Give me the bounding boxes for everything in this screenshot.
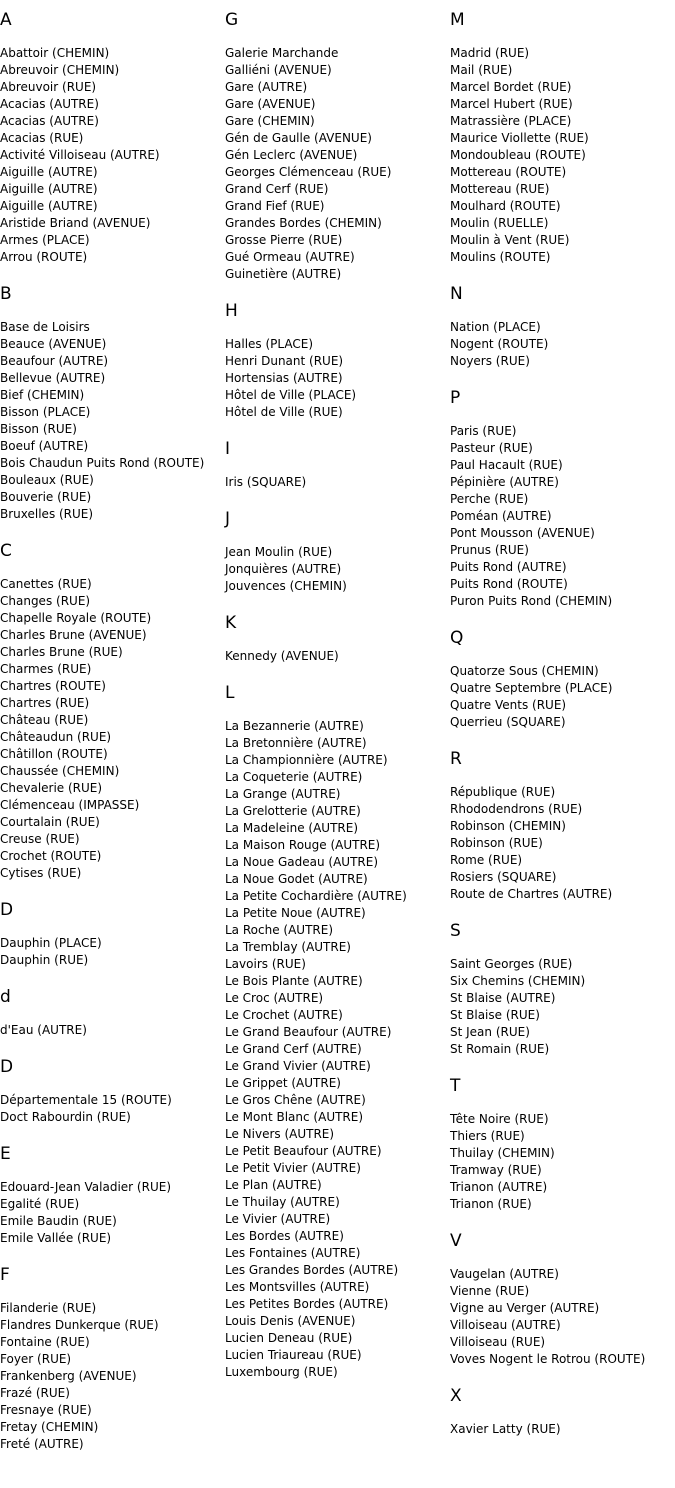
street-item: La Noue Godet (AUTRE) bbox=[225, 872, 368, 886]
street-item: Le Thuilay (AUTRE) bbox=[225, 1195, 340, 1209]
street-list bbox=[0, 1179, 224, 1247]
street-item: Rome (RUE) bbox=[450, 853, 523, 867]
street-list bbox=[225, 648, 449, 665]
street-item: Châteaudun (RUE) bbox=[0, 730, 112, 744]
street-item: Freté (AUTRE) bbox=[0, 1437, 84, 1451]
section-letter-heading: L bbox=[225, 683, 235, 703]
street-item: Gué Ormeau (AUTRE) bbox=[225, 250, 355, 264]
street-item: Bouleaux (RUE) bbox=[0, 473, 94, 487]
street-item: Georges Clémenceau (RUE) bbox=[225, 165, 392, 179]
section-letter-heading: P bbox=[450, 388, 461, 408]
street-item: Villoiseau (AUTRE) bbox=[450, 1318, 561, 1332]
street-item: Six Chemins (CHEMIN) bbox=[450, 974, 586, 988]
street-item: Bisson (PLACE) bbox=[0, 405, 91, 419]
street-item: St Blaise (AUTRE) bbox=[450, 991, 556, 1005]
street-item: Le Grand Beaufour (AUTRE) bbox=[225, 1025, 392, 1039]
street-item: Rhododendrons (RUE) bbox=[450, 802, 583, 816]
street-item: Voves Nogent le Rotrou (ROUTE) bbox=[450, 1352, 646, 1366]
street-item: Nation (PLACE) bbox=[450, 320, 541, 334]
street-item: Maurice Viollette (RUE) bbox=[450, 131, 589, 145]
street-item: Aiguille (AUTRE) bbox=[0, 199, 98, 213]
street-item: Mondoubleau (ROUTE) bbox=[450, 148, 586, 162]
section-letter-heading: H bbox=[225, 301, 238, 321]
street-list bbox=[450, 1266, 674, 1368]
street-item: Aristide Briand (AVENUE) bbox=[0, 216, 151, 230]
street-item: Le Petit Vivier (AUTRE) bbox=[225, 1161, 361, 1175]
street-item: Château (RUE) bbox=[0, 713, 89, 727]
street-item: La Madeleine (AUTRE) bbox=[225, 821, 359, 835]
letter-section bbox=[0, 10, 224, 266]
section-letter-heading: R bbox=[450, 749, 462, 769]
street-item: Grosse Pierre (RUE) bbox=[225, 233, 343, 247]
section-letter-heading: B bbox=[0, 284, 12, 304]
street-item: Abreuvoir (CHEMIN) bbox=[0, 63, 120, 77]
street-item: Les Bordes (AUTRE) bbox=[225, 1229, 344, 1243]
street-list bbox=[0, 1300, 224, 1453]
street-item: Bouverie (RUE) bbox=[0, 490, 92, 504]
street-item: d'Eau (AUTRE) bbox=[0, 1023, 87, 1037]
letter-section bbox=[225, 439, 449, 491]
street-list bbox=[0, 319, 224, 523]
street-item: Le Petit Beaufour (AUTRE) bbox=[225, 1144, 382, 1158]
street-item: Tramway (RUE) bbox=[450, 1163, 542, 1177]
street-item: Mail (RUE) bbox=[450, 63, 513, 77]
street-item: Les Petites Bordes (AUTRE) bbox=[225, 1297, 389, 1311]
street-item: Matrassière (PLACE) bbox=[450, 114, 572, 128]
section-letter-heading: V bbox=[450, 1231, 462, 1251]
street-item: Fretay (CHEMIN) bbox=[0, 1420, 99, 1434]
street-item: Marcel Hubert (RUE) bbox=[450, 97, 573, 111]
street-item: Trianon (AUTRE) bbox=[450, 1180, 548, 1194]
street-item: Gén de Gaulle (AVENUE) bbox=[225, 131, 372, 145]
street-item: Départementale 15 (ROUTE) bbox=[0, 1093, 172, 1107]
street-list bbox=[225, 474, 449, 491]
street-item: Le Nivers (AUTRE) bbox=[225, 1127, 335, 1141]
street-item: Edouard-Jean Valadier (RUE) bbox=[0, 1180, 171, 1194]
street-item: Trianon (RUE) bbox=[450, 1197, 532, 1211]
street-item: Chartres (RUE) bbox=[0, 696, 90, 710]
street-item: Henri Dunant (RUE) bbox=[225, 354, 344, 368]
letter-section bbox=[0, 1057, 224, 1126]
street-item: Arrou (ROUTE) bbox=[0, 250, 88, 264]
street-item: Lucien Deneau (RUE) bbox=[225, 1331, 353, 1345]
street-item: Bisson (RUE) bbox=[0, 422, 77, 436]
street-item: Moulhard (ROUTE) bbox=[450, 199, 561, 213]
street-item: Thuilay (CHEMIN) bbox=[450, 1146, 555, 1160]
section-letter-heading: C bbox=[0, 541, 12, 561]
street-list bbox=[225, 336, 449, 421]
street-list bbox=[450, 1421, 674, 1438]
street-item: Galliéni (AVENUE) bbox=[225, 63, 332, 77]
street-item: Le Bois Plante (AUTRE) bbox=[225, 974, 363, 988]
street-index-column-3 bbox=[450, 10, 674, 1456]
street-item: Les Grandes Bordes (AUTRE) bbox=[225, 1263, 399, 1277]
street-item: Galerie Marchande bbox=[225, 46, 339, 60]
street-item: Louis Denis (AVENUE) bbox=[225, 1314, 356, 1328]
street-item: Chartres (ROUTE) bbox=[0, 679, 106, 693]
street-item: Le Gros Chêne (AUTRE) bbox=[225, 1093, 366, 1107]
street-item: Doct Rabourdin (RUE) bbox=[0, 1110, 131, 1124]
letter-section bbox=[225, 683, 449, 1381]
street-item: Dauphin (PLACE) bbox=[0, 936, 102, 950]
street-item: Abattoir (CHEMIN) bbox=[0, 46, 110, 60]
street-item: La Petite Cochardière (AUTRE) bbox=[225, 889, 407, 903]
street-item: La Grange (AUTRE) bbox=[225, 787, 341, 801]
letter-section bbox=[0, 987, 224, 1039]
street-item: Poméan (AUTRE) bbox=[450, 509, 552, 523]
street-item: Les Fontaines (AUTRE) bbox=[225, 1246, 361, 1260]
street-item: Chevalerie (RUE) bbox=[0, 781, 103, 795]
street-item: Fontaine (RUE) bbox=[0, 1335, 90, 1349]
street-item: Gare (AUTRE) bbox=[225, 80, 308, 94]
street-item: Filanderie (RUE) bbox=[0, 1301, 97, 1315]
street-item: Emile Vallée (RUE) bbox=[0, 1231, 112, 1245]
street-list bbox=[0, 576, 224, 882]
street-item: Saint Georges (RUE) bbox=[450, 957, 573, 971]
street-item: La Tremblay (AUTRE) bbox=[225, 940, 351, 954]
letter-section bbox=[0, 541, 224, 882]
street-item: Le Mont Blanc (AUTRE) bbox=[225, 1110, 364, 1124]
street-list bbox=[450, 423, 674, 610]
street-item: Moulin (RUELLE) bbox=[450, 216, 549, 230]
street-item: Le Crochet (AUTRE) bbox=[225, 1008, 343, 1022]
street-item: Grand Fief (RUE) bbox=[225, 199, 325, 213]
street-list bbox=[450, 956, 674, 1058]
letter-section bbox=[225, 301, 449, 421]
street-item: Route de Chartres (AUTRE) bbox=[450, 887, 613, 901]
street-item: Bruxelles (RUE) bbox=[0, 507, 94, 521]
street-item: Quatre Vents (RUE) bbox=[450, 698, 567, 712]
letter-section bbox=[450, 1386, 674, 1438]
street-item: Grandes Bordes (CHEMIN) bbox=[225, 216, 382, 230]
street-item: Pont Mousson (AVENUE) bbox=[450, 526, 595, 540]
letter-section bbox=[450, 921, 674, 1058]
street-item: Quatre Septembre (PLACE) bbox=[450, 681, 613, 695]
street-item: Puits Rond (ROUTE) bbox=[450, 577, 568, 591]
street-item: Iris (SQUARE) bbox=[225, 475, 307, 489]
street-item: Aiguille (AUTRE) bbox=[0, 165, 98, 179]
street-index-column-2 bbox=[225, 10, 449, 1399]
street-item: Thiers (RUE) bbox=[450, 1129, 525, 1143]
street-item: Luxembourg (RUE) bbox=[225, 1365, 338, 1379]
street-item: Gare (CHEMIN) bbox=[225, 114, 315, 128]
letter-section bbox=[0, 1144, 224, 1247]
street-item: La Bretonnière (AUTRE) bbox=[225, 736, 367, 750]
street-item: Paul Hacault (RUE) bbox=[450, 458, 563, 472]
section-letter-heading: d bbox=[0, 987, 11, 1007]
street-item: Frankenberg (AVENUE) bbox=[0, 1369, 137, 1383]
letter-section bbox=[450, 1231, 674, 1368]
street-list bbox=[0, 45, 224, 266]
street-item: Activité Villoiseau (AUTRE) bbox=[0, 148, 160, 162]
street-item: Guinetière (AUTRE) bbox=[225, 267, 342, 281]
street-item: Tête Noire (RUE) bbox=[450, 1112, 549, 1126]
street-item: La Grelotterie (AUTRE) bbox=[225, 804, 361, 818]
letter-section bbox=[0, 1265, 224, 1453]
street-item: Xavier Latty (RUE) bbox=[450, 1422, 561, 1436]
street-item: Gare (AVENUE) bbox=[225, 97, 316, 111]
street-item: Chapelle Royale (ROUTE) bbox=[0, 611, 152, 625]
street-item: Egalité (RUE) bbox=[0, 1197, 80, 1211]
street-item: Bief (CHEMIN) bbox=[0, 388, 85, 402]
letter-section bbox=[0, 284, 224, 523]
street-item: Acacias (AUTRE) bbox=[0, 114, 99, 128]
street-item: Jouvences (CHEMIN) bbox=[225, 579, 347, 593]
street-item: Cytises (RUE) bbox=[0, 866, 82, 880]
street-item: La Championnière (AUTRE) bbox=[225, 753, 388, 767]
section-letter-heading: X bbox=[450, 1386, 462, 1406]
street-item: Bellevue (AUTRE) bbox=[0, 371, 106, 385]
street-item: Jean Moulin (RUE) bbox=[225, 545, 333, 559]
street-item: Nogent (ROUTE) bbox=[450, 337, 549, 351]
section-letter-heading: A bbox=[0, 10, 12, 30]
street-item: Boeuf (AUTRE) bbox=[0, 439, 89, 453]
letter-section bbox=[450, 749, 674, 903]
street-item: La Maison Rouge (AUTRE) bbox=[225, 838, 381, 852]
section-letter-heading: Q bbox=[450, 628, 464, 648]
street-item: Lucien Triaureau (RUE) bbox=[225, 1348, 362, 1362]
street-item: Beaufour (AUTRE) bbox=[0, 354, 109, 368]
street-item: Crochet (ROUTE) bbox=[0, 849, 102, 863]
street-item: Quatorze Sous (CHEMIN) bbox=[450, 664, 599, 678]
street-item: Foyer (RUE) bbox=[0, 1352, 72, 1366]
street-item: Acacias (RUE) bbox=[0, 131, 84, 145]
section-letter-heading: D bbox=[0, 900, 14, 920]
street-item: Jonquières (AUTRE) bbox=[225, 562, 342, 576]
section-letter-heading: E bbox=[0, 1144, 11, 1164]
street-list bbox=[0, 1022, 224, 1039]
street-item: Kennedy (AVENUE) bbox=[225, 649, 339, 663]
street-item: Vigne au Verger (AUTRE) bbox=[450, 1301, 600, 1315]
section-letter-heading: G bbox=[225, 10, 239, 30]
letter-section bbox=[450, 628, 674, 731]
street-item: Acacias (AUTRE) bbox=[0, 97, 99, 111]
street-item: Mottereau (RUE) bbox=[450, 182, 550, 196]
street-item: Robinson (RUE) bbox=[450, 836, 543, 850]
street-item: République (RUE) bbox=[450, 785, 556, 799]
street-item: Creuse (RUE) bbox=[0, 832, 80, 846]
street-item: Base de Loisirs bbox=[0, 320, 90, 334]
street-list bbox=[225, 544, 449, 595]
street-item: Gén Leclerc (AVENUE) bbox=[225, 148, 358, 162]
street-item: Aiguille (AUTRE) bbox=[0, 182, 98, 196]
street-item: La Petite Noue (AUTRE) bbox=[225, 906, 366, 920]
street-item: La Noue Gadeau (AUTRE) bbox=[225, 855, 379, 869]
section-letter-heading: F bbox=[0, 1265, 10, 1285]
street-item: Pépinière (AUTRE) bbox=[450, 475, 559, 489]
street-item: St Blaise (RUE) bbox=[450, 1008, 540, 1022]
street-item: Puits Rond (AUTRE) bbox=[450, 560, 567, 574]
street-item: Vienne (RUE) bbox=[450, 1284, 530, 1298]
letter-section bbox=[225, 613, 449, 665]
section-letter-heading: S bbox=[450, 921, 461, 941]
street-item: Emile Baudin (RUE) bbox=[0, 1214, 117, 1228]
letter-section bbox=[450, 388, 674, 610]
street-item: Changes (RUE) bbox=[0, 594, 91, 608]
street-item: Noyers (RUE) bbox=[450, 354, 530, 368]
street-item: Abreuvoir (RUE) bbox=[0, 80, 97, 94]
letter-section bbox=[225, 509, 449, 595]
section-letter-heading: K bbox=[225, 613, 237, 633]
street-item: Le Plan (AUTRE) bbox=[225, 1178, 322, 1192]
street-item: Charmes (RUE) bbox=[0, 662, 92, 676]
street-item: Le Croc (AUTRE) bbox=[225, 991, 324, 1005]
street-item: Chaussée (CHEMIN) bbox=[0, 764, 120, 778]
letter-section bbox=[450, 284, 674, 370]
letter-section bbox=[450, 10, 674, 266]
street-item: Madrid (RUE) bbox=[450, 46, 530, 60]
letter-section bbox=[225, 10, 449, 283]
street-item: Villoiseau (RUE) bbox=[450, 1335, 546, 1349]
street-item: Marcel Bordet (RUE) bbox=[450, 80, 572, 94]
section-letter-heading: T bbox=[450, 1076, 461, 1096]
street-item: Dauphin (RUE) bbox=[0, 953, 89, 967]
street-item: La Bezannerie (AUTRE) bbox=[225, 719, 364, 733]
street-item: Puron Puits Rond (CHEMIN) bbox=[450, 594, 613, 608]
street-item: Le Vivier (AUTRE) bbox=[225, 1212, 331, 1226]
street-item: Armes (PLACE) bbox=[0, 233, 90, 247]
street-item: Beauce (AVENUE) bbox=[0, 337, 107, 351]
street-list bbox=[0, 935, 224, 969]
street-item: St Jean (RUE) bbox=[450, 1025, 530, 1039]
street-list bbox=[450, 663, 674, 731]
street-item: Hôtel de Ville (RUE) bbox=[225, 405, 343, 419]
street-item: Canettes (RUE) bbox=[0, 577, 92, 591]
street-list bbox=[450, 1111, 674, 1213]
street-list bbox=[450, 45, 674, 266]
street-index-column-1 bbox=[0, 10, 224, 1471]
section-letter-heading: N bbox=[450, 284, 463, 304]
letter-section bbox=[0, 900, 224, 969]
street-item: Hortensias (AUTRE) bbox=[225, 371, 343, 385]
street-item: Frazé (RUE) bbox=[0, 1386, 70, 1400]
section-letter-heading: D bbox=[0, 1057, 14, 1077]
street-item: Courtalain (RUE) bbox=[0, 815, 100, 829]
street-list bbox=[450, 784, 674, 903]
street-item: Querrieu (SQUARE) bbox=[450, 715, 566, 729]
street-item: Clémenceau (IMPASSE) bbox=[0, 798, 140, 812]
street-item: La Roche (AUTRE) bbox=[225, 923, 333, 937]
street-item: Hôtel de Ville (PLACE) bbox=[225, 388, 357, 402]
street-item: Fresnaye (RUE) bbox=[0, 1403, 92, 1417]
street-item: Le Grippet (AUTRE) bbox=[225, 1076, 341, 1090]
street-item: Flandres Dunkerque (RUE) bbox=[0, 1318, 159, 1332]
street-item: Les Montsvilles (AUTRE) bbox=[225, 1280, 370, 1294]
section-letter-heading: I bbox=[225, 439, 231, 459]
street-item: Perche (RUE) bbox=[450, 492, 529, 506]
street-item: Halles (PLACE) bbox=[225, 337, 314, 351]
street-list bbox=[225, 45, 449, 283]
street-item: Lavoirs (RUE) bbox=[225, 957, 306, 971]
street-item: Robinson (CHEMIN) bbox=[450, 819, 566, 833]
street-item: Grand Cerf (RUE) bbox=[225, 182, 329, 196]
street-item: Moulins (ROUTE) bbox=[450, 250, 551, 264]
street-item: Le Grand Cerf (AUTRE) bbox=[225, 1042, 362, 1056]
street-item: Prunus (RUE) bbox=[450, 543, 529, 557]
letter-section bbox=[450, 1076, 674, 1213]
street-item: St Romain (RUE) bbox=[450, 1042, 550, 1056]
street-item: Charles Brune (AVENUE) bbox=[0, 628, 147, 642]
street-item: Châtillon (ROUTE) bbox=[0, 747, 108, 761]
street-item: Mottereau (ROUTE) bbox=[450, 165, 567, 179]
street-item: Rosiers (SQUARE) bbox=[450, 870, 557, 884]
section-letter-heading: M bbox=[450, 10, 465, 30]
street-item: Paris (RUE) bbox=[450, 424, 517, 438]
street-list bbox=[450, 319, 674, 370]
street-list bbox=[225, 718, 449, 1381]
street-item: Pasteur (RUE) bbox=[450, 441, 533, 455]
section-letter-heading: J bbox=[225, 509, 231, 529]
street-item: La Coqueterie (AUTRE) bbox=[225, 770, 363, 784]
street-item: Vaugelan (AUTRE) bbox=[450, 1267, 559, 1281]
street-list bbox=[0, 1092, 224, 1126]
street-item: Moulin à Vent (RUE) bbox=[450, 233, 570, 247]
street-item: Charles Brune (RUE) bbox=[0, 645, 123, 659]
street-item: Bois Chaudun Puits Rond (ROUTE) bbox=[0, 456, 205, 470]
street-item: Le Grand Vivier (AUTRE) bbox=[225, 1059, 371, 1073]
